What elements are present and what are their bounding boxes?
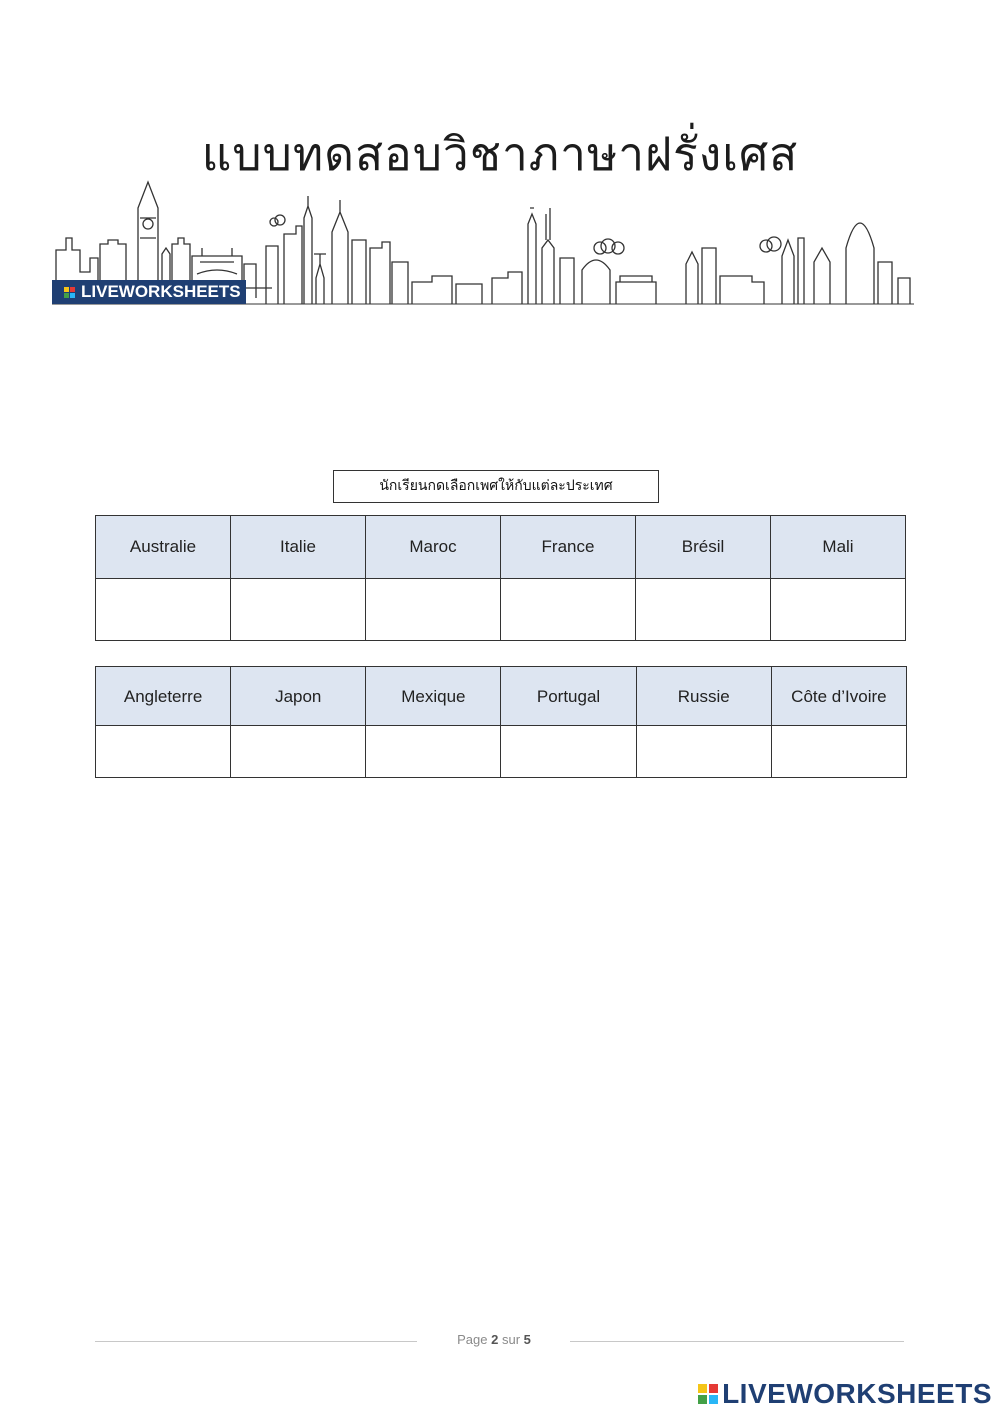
answer-row [96,579,906,641]
country-cell: Italie [231,516,366,579]
gender-answer-slot[interactable] [366,726,501,778]
liveworksheets-footer-logo[interactable] [698,1378,992,1410]
country-cell: Maroc [366,516,501,579]
page-total: 5 [523,1332,531,1347]
country-table-1 [95,515,906,641]
country-header-row [96,667,907,726]
page-number [420,1332,568,1347]
gender-answer-slot[interactable] [231,579,366,641]
logo-squares-icon [698,1384,718,1404]
page-current: 2 [491,1332,499,1347]
country-cell: Portugal [501,667,636,726]
footer-divider-left [95,1341,417,1342]
country-cell: Russie [636,667,771,726]
header-brand-text: LIVEWORKSHEETS [81,282,241,301]
gender-answer-slot[interactable] [636,726,771,778]
liveworksheets-header-logo [52,280,246,304]
gender-answer-slot[interactable] [636,579,771,641]
instruction-box: นักเรียนกดเลือกเพศให้กับแต่ละประเทศ [333,470,659,503]
country-table-2 [95,666,907,778]
country-header-row [96,516,906,579]
country-cell: Angleterre [96,667,231,726]
page-word: Page [457,1332,488,1347]
gender-answer-slot[interactable] [501,579,636,641]
gender-answer-slot[interactable] [366,579,501,641]
gender-answer-slot[interactable] [96,579,231,641]
footer-divider-right [570,1341,904,1342]
answer-row [96,726,907,778]
gender-answer-slot[interactable] [96,726,231,778]
country-cell: Côte d’Ivoire [771,667,906,726]
country-cell: Brésil [636,516,771,579]
country-cell: Mexique [366,667,501,726]
country-cell: Australie [96,516,231,579]
gender-answer-slot[interactable] [771,579,906,641]
worksheet-title: แบบทดสอบวิชาภาษาฝรั่งเศส [201,127,799,181]
gender-answer-slot[interactable] [771,726,906,778]
country-cell: Mali [771,516,906,579]
country-cell: France [501,516,636,579]
gender-answer-slot[interactable] [231,726,366,778]
footer-brand-text: LIVEWORKSHEETS [722,1378,992,1409]
country-cell: Japon [231,667,366,726]
page-sep: sur [501,1332,521,1347]
gender-answer-slot[interactable] [501,726,636,778]
logo-squares-icon [64,287,75,298]
